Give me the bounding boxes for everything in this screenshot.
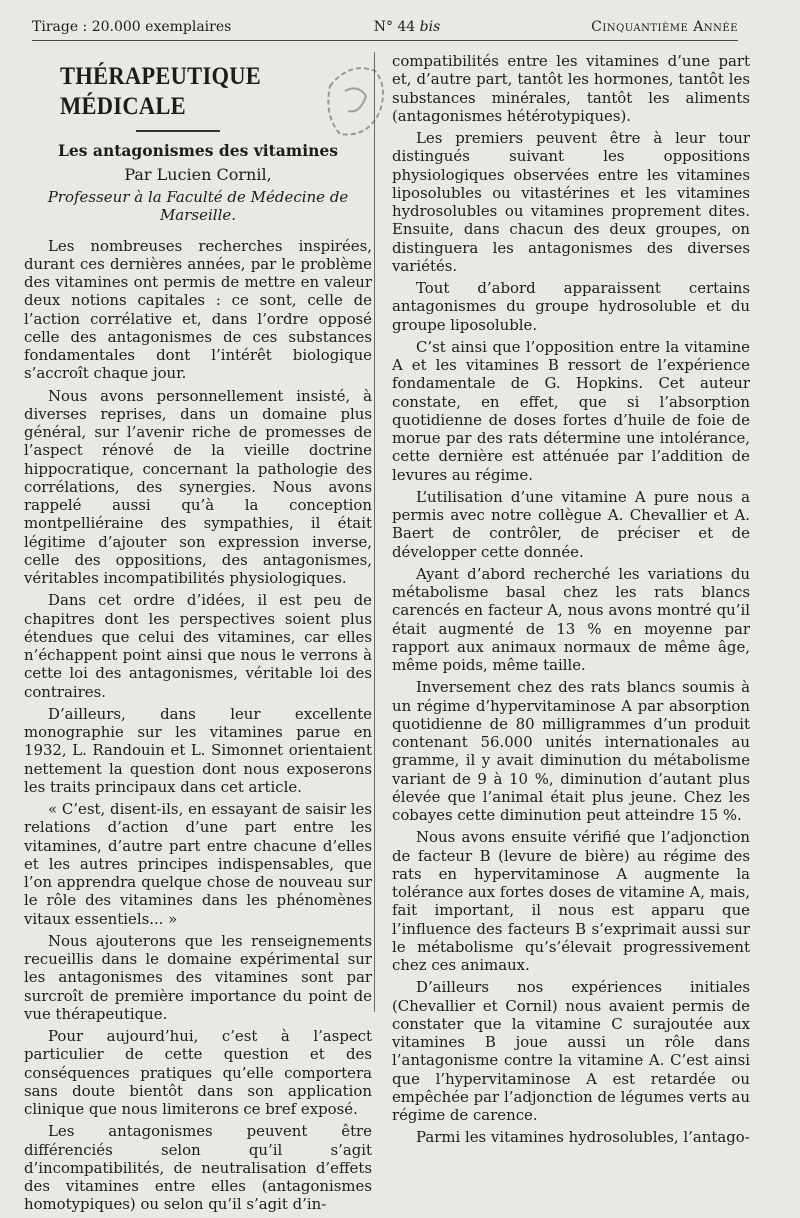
section-title: THÉRAPEUTIQUE MÉDICALE (60, 63, 262, 120)
left-column (24, 52, 372, 1218)
paragraph: L’utilisation d’une vitamine A pure nous a permis avec notre collègue A. Chevallier et A. Baert de contrôler, de préciser et de développer cette donnée. (392, 487, 750, 561)
affiliation: Professeur à la Faculté de Médecine de Marseille. (47, 188, 349, 225)
column-divider (374, 52, 375, 1012)
right-column (392, 52, 750, 1151)
paragraph: Les premiers peuvent être à leur tour distingués suivant les oppositions physiologiques observées entre les vitamines liposolubles ou vitastérines et les vitamines hydrosolubles ou vitamines proprement dites. Ensuite, dans chacun des deux groupes, on distinguera les antagonismes des diverses variétés. (392, 129, 750, 275)
paragraph: Ayant d’abord recherché les variations du métabolisme basal chez les rats blancs carencés en facteur A, nous avons montré qu’il était augmenté de 13 % en moyenne par rapport aux animaux normaux de même âge, même poids, même taille. (392, 564, 750, 674)
paragraph: Nous avons ensuite vérifié que l’adjonction de facteur B (levure de bière) au régime des rats en hypervitaminose A augmente la tolérance aux fortes doses de vitamine A, mais, fait important, il nous est apparu que l’influence des facteurs B s’exprimait aussi sur le métabolisme qu’s’élevait progressivement chez ces animaux. (392, 828, 750, 974)
paragraph: D’ailleurs nos expériences initiales (Chevallier et Cornil) nous avaient permis de constater que la vitamine C surajoutée aux vitamines B joue aussi un rôle dans l’antagonisme contre la vitamine A. C’est ainsi que l’hypervitaminose A est retardée ou empêchée par l’adjonction de légumes verts au régime de carence. (392, 978, 750, 1124)
paragraph: Pour aujourd’hui, c’est à l’aspect particulier de cette question et des conséquences pratiques qu’elle comportera sans doute bientôt dans son application clinique que nous limiterons ce bref exposé. (24, 1027, 372, 1118)
paragraph: Les antagonismes peuvent être différenciés selon qu’il s’agit d’incompatibilités, de neutralisation d’effets des vitamines entre elles (antagonismes homotypiques) ou selon qu’il s’agit d’in- (24, 1122, 372, 1214)
paragraph: Nous avons personnellement insisté, à diverses reprises, dans un domaine plus général, sur l’avenir riche de promesses de l’aspect rénové de la vieille doctrine hippocratique, concernant la pathologie des corrélations, des synergies. Nous avons rappelé aussi qu’à la conception montpelliéraine des sympathies, il était légitime d’ajouter son expression inverse, celle des oppositions, des antagonismes, véritables incompatibilités physiologiques. (24, 386, 372, 587)
paragraph: C’st ainsi que l’opposition entre la vitamine A et les vitamines B ressort de l’expérience fondamentale de G. Hopkins. Cet auteur constate, en effet, que si l’absorption quotidienne de doses fortes d’huile de foie de morue par des rats détermine une intolérance, cette dernière est atténuée par l’addition de levures au régime. (392, 337, 750, 484)
paragraph: Inversement chez des rats blancs soumis à un régime d’hypervitaminose A par absorption quotidienne de 80 milligrammes d’un produit contenant 56.000 unités internationales au gramme, il y avait diminution du métabolisme variant de 9 à 10 %, diminution d’autant plus élevée que l’animal était plus jeune. Chez les cobayes cette diminution peut atteindre 15 %. (392, 678, 750, 824)
issue-number-value: N° 44 (373, 19, 416, 35)
paragraph: Parmi les vitamines hydrosolubles, l’antago- (416, 1128, 750, 1147)
print-run: Tirage : 20.000 exemplaires (32, 19, 232, 35)
article-title: Les antagonismes des vitamines (58, 140, 338, 160)
paragraph: Dans cet ordre d’idées, il est peu de chapitres dont les perspectives soient plus étendues que celui des vitamines, car elles n’échappent point ainsi que nous le verrons à cette loi des antagonismes, véritable loi des contraires. (24, 591, 372, 701)
byline: Par Lucien Cornil, (124, 164, 272, 184)
quote-paragraph: « C’est, disent-ils, en essayant de saisir les relations d’action d’une part entre les vitamines, d’autre part entre chacune d’elles et les autres principes indispensables, que l’on apprendra quelque chose de nouveau sur le rôle des vitamines dans les phénomènes vitaux essentiels... » (24, 800, 372, 928)
paragraph: Les nombreuses recherches inspirées, durant ces dernières années, par le problème des vitamines ont permis de mettre en valeur deux notions capitales : ce sont, celle de l’action corrélative et, dans l’ordre opposé celle des antagonismes de ces substances fondamentales dont l’intérêt biologique s’accroît chaque jour. (24, 236, 372, 383)
paragraph: Tout d’abord apparaissent certains antagonismes du groupe hydrosoluble et du groupe liposoluble. (392, 279, 750, 334)
title-rule (136, 130, 220, 132)
issue-suffix: bis (419, 19, 441, 35)
continued-paragraph: compatibilités entre les vitamines d’une part et, d’autre part, tantôt les hormones, tantôt les substances minérales, tantôt les aliments (antagonismes hétérotypiques). (392, 52, 750, 125)
running-header (32, 14, 738, 41)
paragraph: D’ailleurs, dans leur excellente monographie sur les vitamines parue en 1932, L. Randouin et L. Simonnet orientaient nettement la question dont nous exposerons les traits principaux dans cet article. (24, 704, 372, 796)
paragraph: Nous ajouterons que les renseignements recueillis dans le domaine expérimental sur les antagonismes des vitamines sont par surcroît de première importance du point de vue thérapeutique. (24, 931, 372, 1023)
year-label: Cinquantième Année (591, 19, 738, 35)
issue-number (352, 14, 462, 40)
